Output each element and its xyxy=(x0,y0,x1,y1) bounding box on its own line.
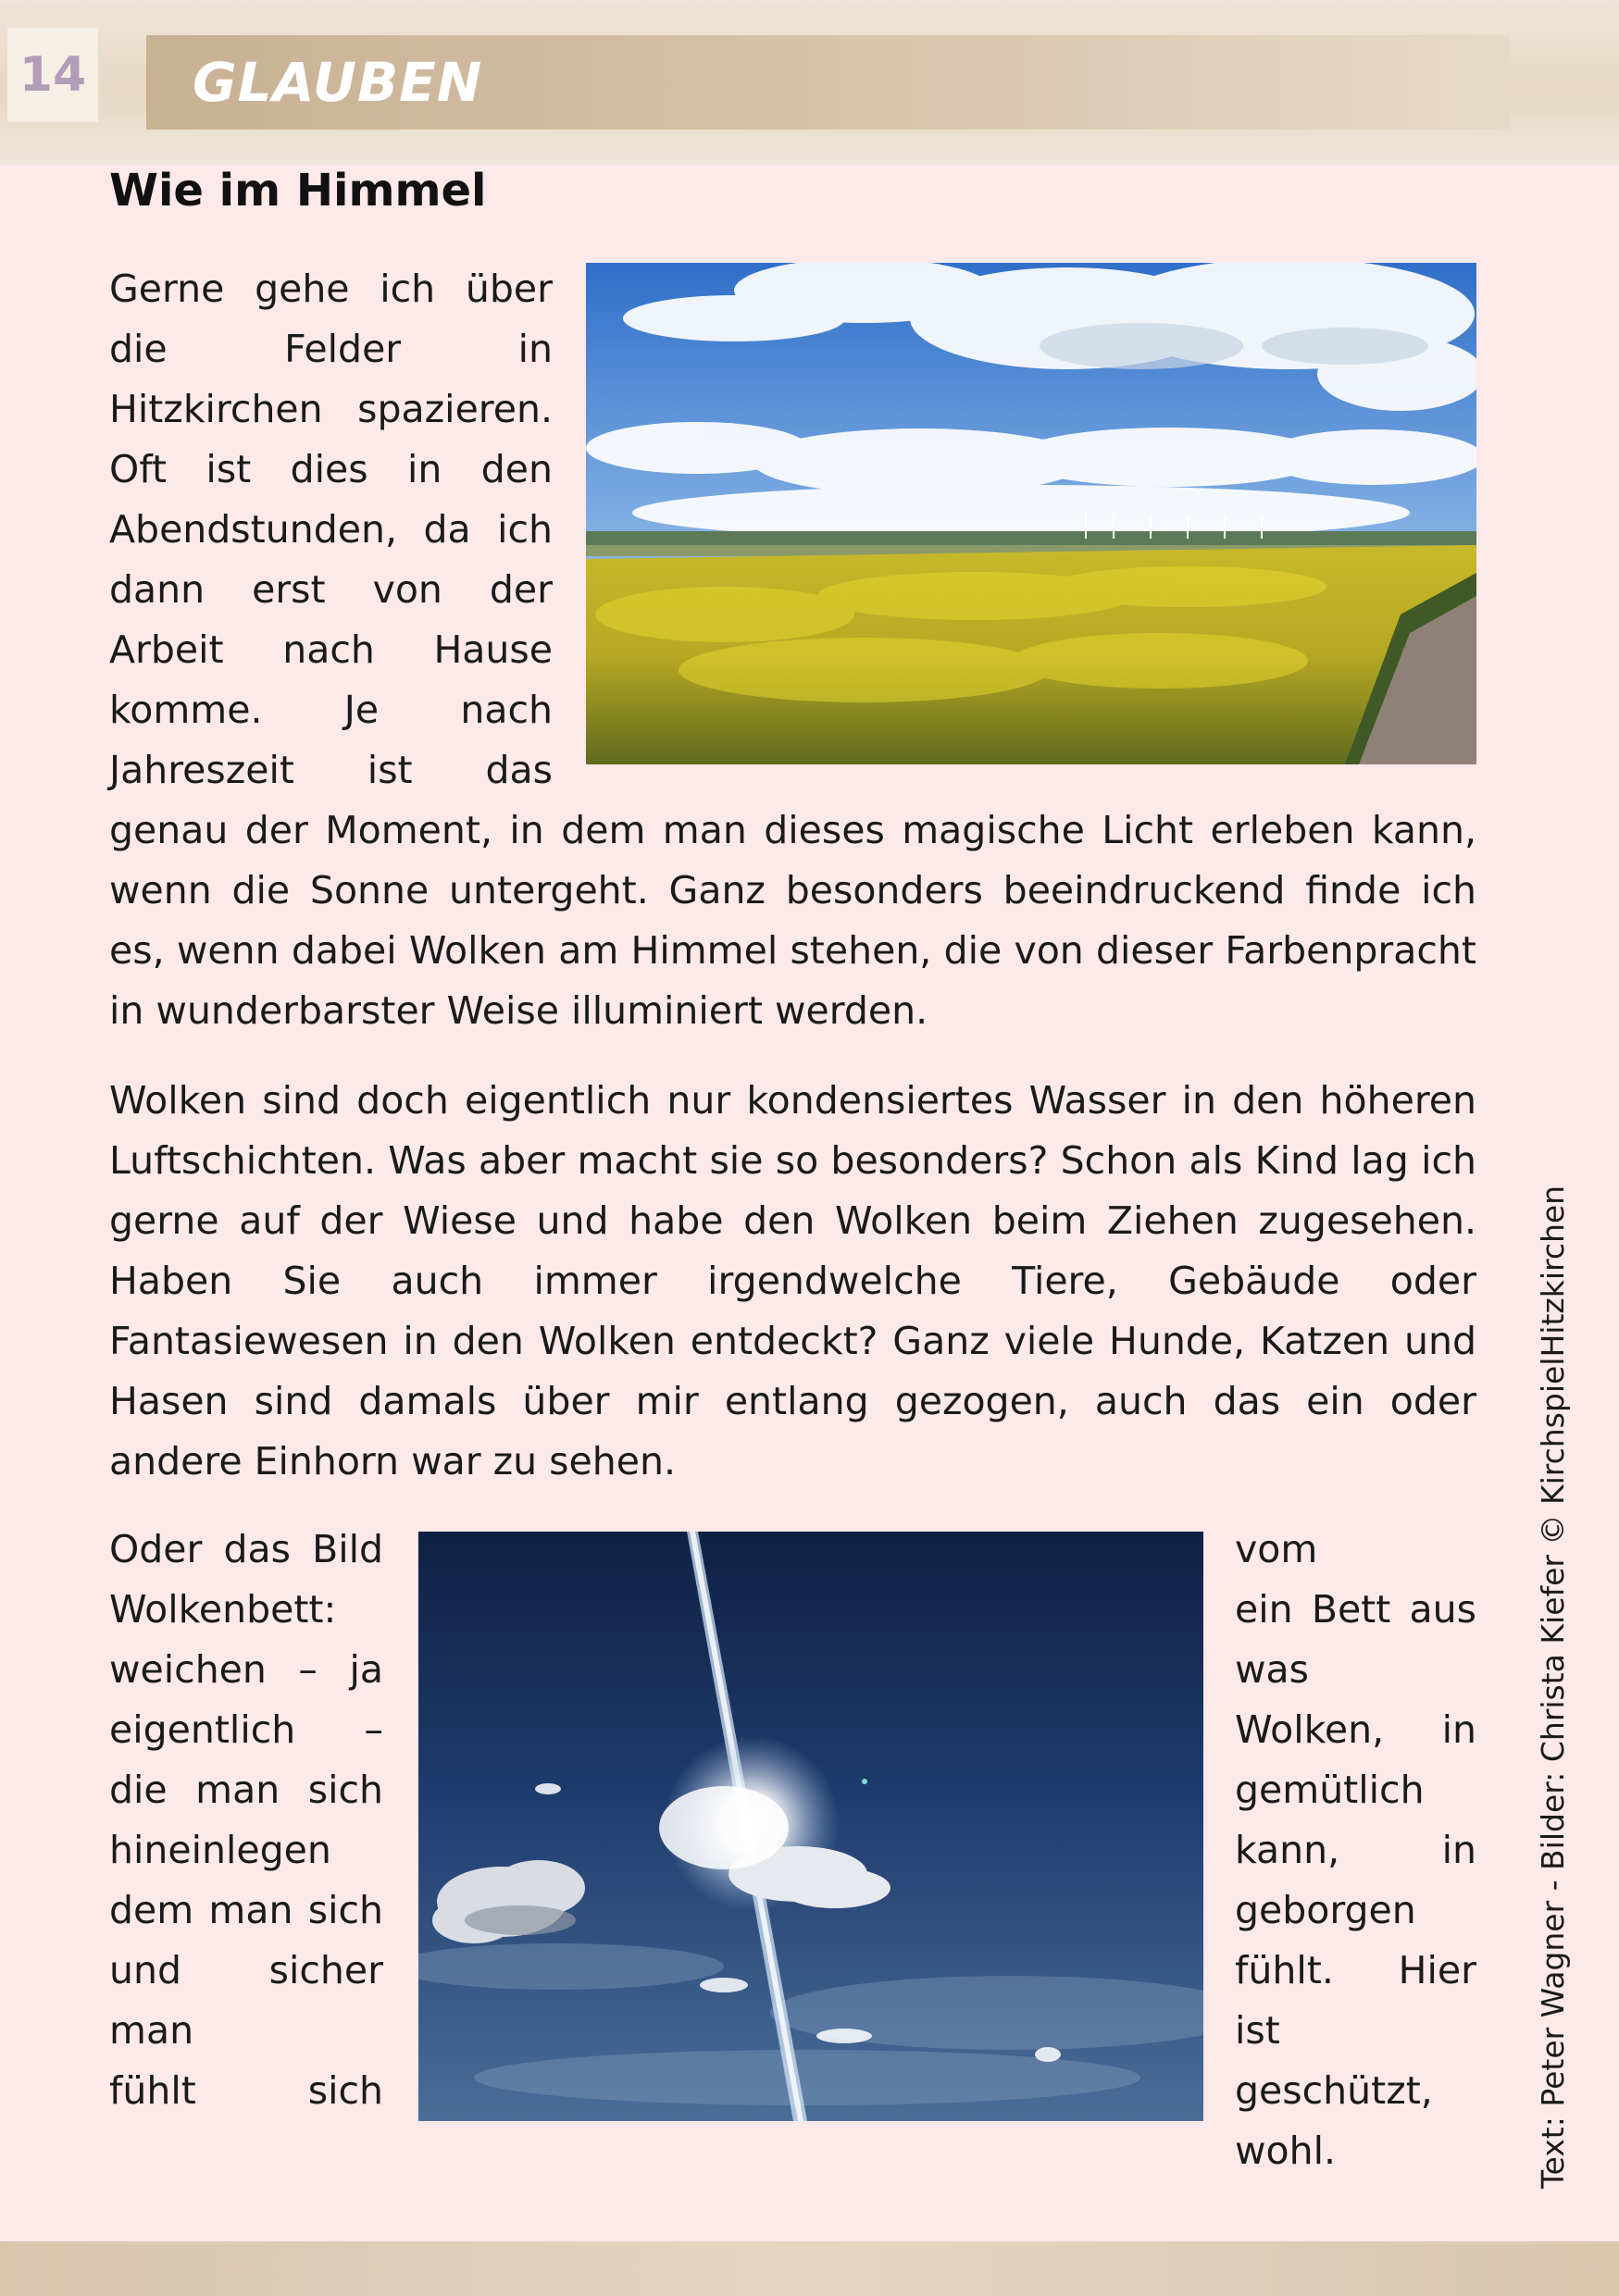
left-column-line: fühlt sich xyxy=(109,2068,383,2113)
right-column-line: was xyxy=(1235,1647,1310,1692)
right-column-line: gemütlich xyxy=(1235,1768,1425,1812)
article-title: Wie im Himmel xyxy=(109,165,487,217)
left-column-line: man xyxy=(109,2008,194,2053)
paragraph-1: Gerne gehe ich über die Felder in Hitzkirchen spazieren. Oft ist dies in den Abendstunden, da ich dann erst von der Arbeit nach Hause komme. Je nach Jahreszeit ist das genau der Moment, in dem man dieses magische Licht erleben kann, wenn die Sonne untergeht. Ganz besonders beeindruckend finde ich es, wenn dabei Wolken am Himmel stehen, die von dieser Farbenpracht in wunderbarster Weise illuminiert werden. xyxy=(109,267,1476,1033)
section-bar xyxy=(146,35,1510,130)
page-number: 14 xyxy=(7,28,98,122)
left-column-line: Oder das Bild xyxy=(109,1527,383,1571)
right-column-line: kann, in xyxy=(1235,1828,1476,1872)
right-column-line: wohl. xyxy=(1235,2128,1337,2173)
left-column-line: eigentlich – xyxy=(109,1707,383,1752)
rapeseed-field-photo xyxy=(586,263,1476,764)
left-column-line: und sicher xyxy=(109,1948,383,1992)
left-column xyxy=(109,1520,383,2121)
left-column-line: die man sich xyxy=(109,1768,383,1812)
section-title: GLAUBEN xyxy=(193,51,483,114)
left-column-line: hineinlegen xyxy=(109,1828,331,1872)
right-column-line: ein Bett aus xyxy=(1235,1587,1476,1632)
bottom-block xyxy=(109,1520,1476,2173)
right-column-line: fühlt. Hier ist xyxy=(1235,1948,1476,2053)
sky-sun-photo xyxy=(418,1532,1203,2121)
right-column-line: vom xyxy=(1235,1527,1318,1571)
left-column-line: dem man sich xyxy=(109,1888,383,1932)
right-column-line: geschützt, xyxy=(1235,2068,1433,2113)
footer-band xyxy=(0,2241,1619,2296)
photo-credit: Text: Peter Wagner - Bilder: Christa Kiefer © KirchspielHitzkirchen xyxy=(1535,1185,1571,2189)
article-body xyxy=(109,259,1476,1492)
right-column-line: geborgen xyxy=(1235,1888,1416,1932)
left-column-line: Wolkenbett: xyxy=(109,1587,337,1632)
right-column xyxy=(1235,1520,1476,2181)
paragraph-2: Wolken sind doch eigentlich nur kondensiertes Wasser in den höheren Luftschichten. Was aber macht sie so besonders? Schon als Kind lag ich gerne auf der Wiese und habe den Wolken beim Ziehen zugesehen. Haben Sie auch immer irgendwelche Tiere, Gebäude oder Fantasiewesen in den Wolken entdeckt? Ganz viele Hunde, Katzen und Hasen sind damals über mir entlang gezogen, auch das ein oder andere Einhorn war zu sehen. xyxy=(109,1078,1476,1483)
right-column-line: Wolken, in xyxy=(1235,1707,1476,1752)
left-column-line: weichen – ja xyxy=(109,1647,383,1692)
